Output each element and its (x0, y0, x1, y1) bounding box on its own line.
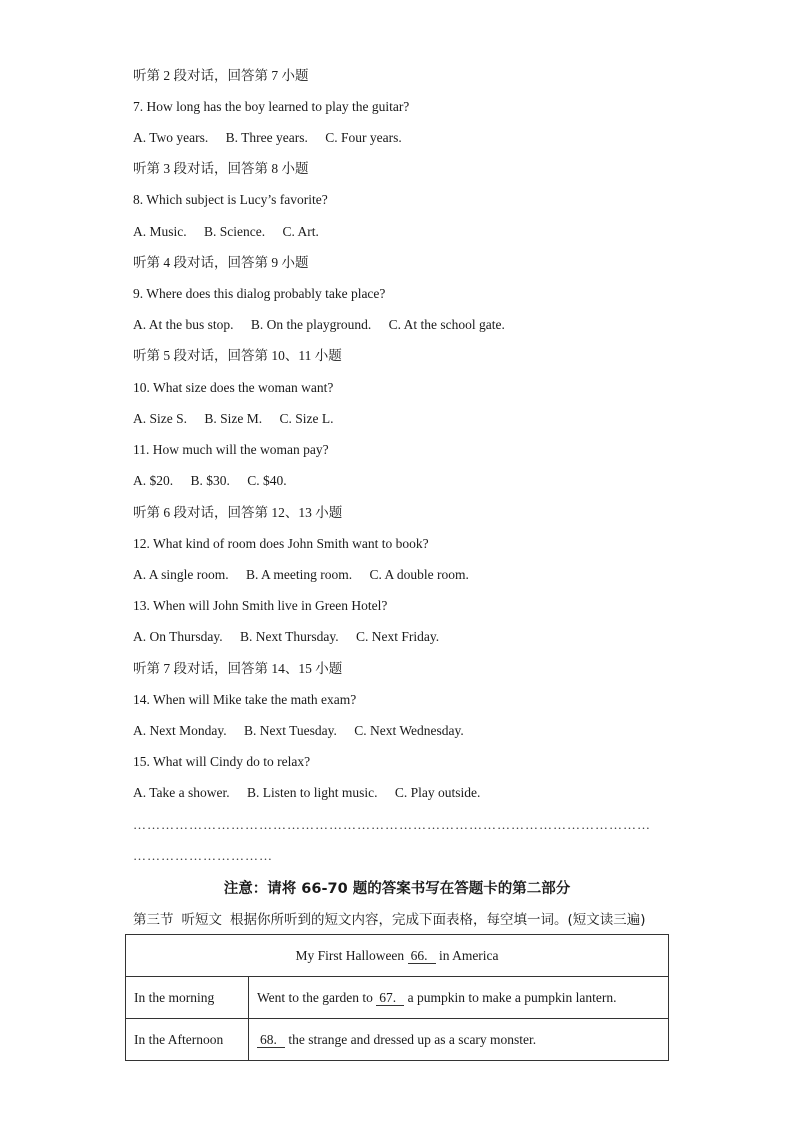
title-text: My First Halloween (295, 947, 405, 963)
question-11: 11. How much will the woman pay? (133, 442, 329, 457)
option-b: B. Science. (204, 224, 266, 239)
options-11 (133, 472, 287, 490)
notice-heading: 注意：请将 66-70 题的答案书写在答题卡的第二部分 (223, 881, 571, 897)
section-sub: 听短文 (181, 912, 222, 928)
row-content (249, 1019, 669, 1061)
options-15 (133, 784, 480, 802)
question-14: 14. When will Mike take the math exam? (133, 692, 357, 707)
option-c: C. Size L. (279, 411, 334, 426)
options-8 (133, 223, 319, 241)
section-label: 第三节 (133, 912, 174, 928)
section-heading: 听第 5 段对话，回答第 10、11 小题 (133, 348, 342, 363)
table-row (126, 935, 669, 977)
option-b: B. Next Thursday. (240, 629, 339, 644)
options-12 (133, 566, 469, 584)
blank-68[interactable]: 68. (257, 1033, 285, 1048)
blank-66[interactable]: 66. (408, 949, 436, 964)
options-7 (133, 129, 402, 147)
question-15: 15. What will Cindy do to relax? (133, 754, 311, 769)
option-c: C. Next Friday. (356, 629, 440, 644)
row-label: In the Afternoon (126, 1019, 249, 1061)
option-c: C. Next Wednesday. (354, 723, 464, 738)
question-12: 12. What kind of room does John Smith want to book? (133, 536, 429, 551)
option-a: A. Music. (133, 224, 187, 239)
options-10 (133, 410, 334, 428)
table-title (126, 935, 669, 977)
option-a: A. A single room. (133, 567, 229, 582)
dotted-separator: ………………………………………………………………………………………………… (133, 817, 651, 832)
blank-67[interactable]: 67. (376, 991, 404, 1006)
option-c: C. $40. (247, 473, 287, 488)
row-content (249, 977, 669, 1019)
option-a: A. Two years. (133, 130, 209, 145)
options-14 (133, 722, 464, 740)
question-10: 10. What size does the woman want? (133, 380, 334, 395)
options-9 (133, 316, 505, 334)
option-a: A. At the bus stop. (133, 317, 234, 332)
option-b: B. On the playground. (250, 317, 372, 332)
section-heading: 听第 2 段对话，回答第 7 小题 (133, 68, 309, 83)
option-a: A. Take a shower. (133, 785, 230, 800)
option-b: B. $30. (190, 473, 230, 488)
option-c: C. Four years. (325, 130, 402, 145)
section-instruction (133, 908, 646, 928)
option-c: C. A double room. (369, 567, 469, 582)
question-13: 13. When will John Smith live in Green Hotel? (133, 598, 388, 613)
question-7: 7. How long has the boy learned to play the guitar? (133, 99, 410, 114)
section-heading: 听第 3 段对话，回答第 8 小题 (133, 161, 309, 176)
row-text: Went to the garden to (257, 989, 373, 1005)
instruction-text: 根据你所听到的短文内容，完成下面表格，每空填一词。(短文读三遍) (230, 912, 646, 928)
question-9: 9. Where does this dialog probably take place? (133, 286, 386, 301)
option-a: A. Size S. (133, 411, 187, 426)
option-c: C. Art. (282, 224, 319, 239)
option-b: B. A meeting room. (246, 567, 353, 582)
option-a: A. On Thursday. (133, 629, 223, 644)
option-b: B. Three years. (225, 130, 308, 145)
row-text: the strange and dressed up as a scary monster. (288, 1031, 537, 1047)
section-heading: 听第 6 段对话，回答第 12、13 小题 (133, 505, 343, 520)
table-row (126, 977, 669, 1019)
title-text: in America (438, 947, 499, 963)
option-c: C. Play outside. (394, 785, 481, 800)
option-b: B. Listen to light music. (247, 785, 378, 800)
row-text: a pumpkin to make a pumpkin lantern. (407, 989, 617, 1005)
section-heading: 听第 7 段对话，回答第 14、15 小题 (133, 661, 343, 676)
options-13 (133, 628, 439, 646)
option-c: C. At the school gate. (388, 317, 505, 332)
option-a: A. $20. (133, 473, 174, 488)
question-8: 8. Which subject is Lucy’s favorite? (133, 192, 328, 207)
dotted-separator: ………………………… (133, 848, 273, 863)
option-a: A. Next Monday. (133, 723, 227, 738)
section-heading: 听第 4 段对话，回答第 9 小题 (133, 255, 309, 270)
option-b: B. Next Tuesday. (244, 723, 337, 738)
row-label: In the morning (126, 977, 249, 1019)
table-row (126, 1019, 669, 1061)
option-b: B. Size M. (204, 411, 263, 426)
answer-table (125, 934, 669, 1061)
